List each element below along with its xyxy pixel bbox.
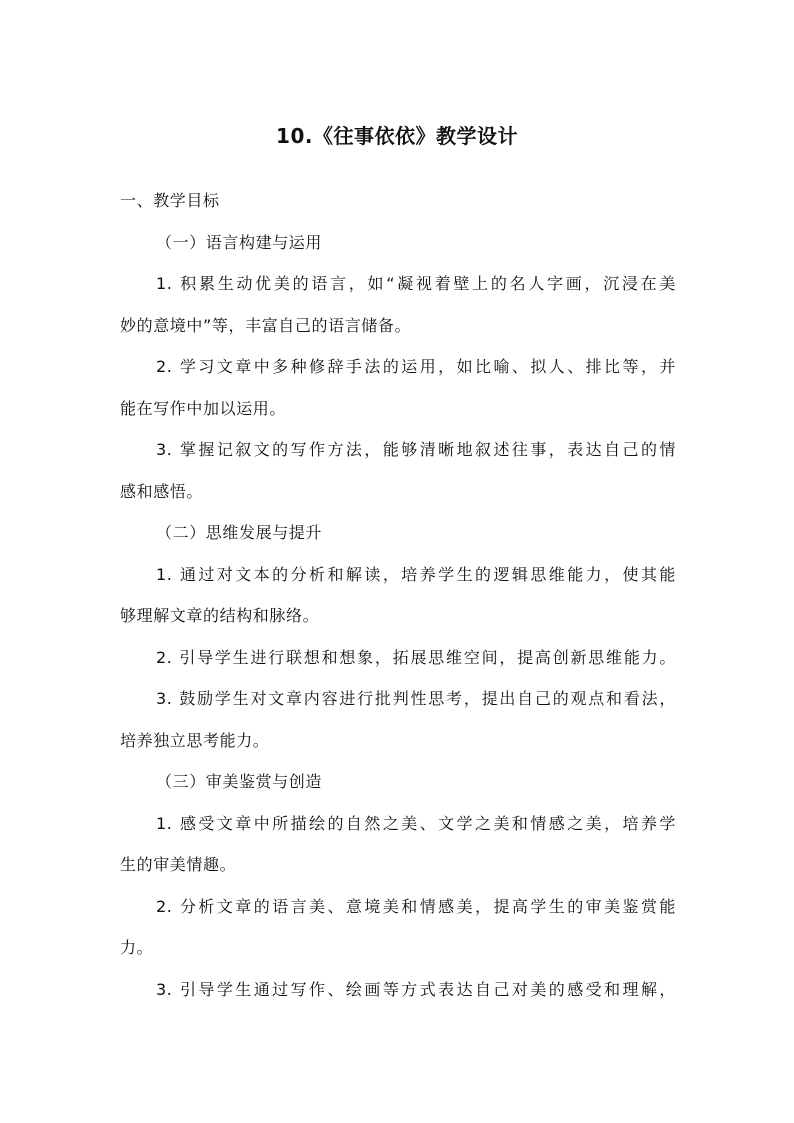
paragraph-line: 感和感悟。 bbox=[120, 481, 204, 501]
page-title: 10.《往事依依》教学设计 bbox=[276, 124, 518, 148]
paragraph-line: 能在写作中加以运用。 bbox=[120, 398, 287, 418]
subsection-heading-aesthetics: （三）审美鉴赏与创造 bbox=[156, 772, 323, 791]
paragraph-line: 3. 鼓励学生对文章内容进行批判性思考，提出自己的观点和看法， bbox=[156, 689, 676, 708]
paragraph-line: 培养独立思考能力。 bbox=[120, 730, 270, 750]
subsection-heading-language: （一）语言构建与运用 bbox=[156, 232, 323, 252]
paragraph-line: 2. 引导学生进行联想和想象，拓展思维空间，提高创新思维能力。 bbox=[156, 647, 676, 667]
document-body bbox=[120, 180, 676, 1010]
section-heading: 一、教学目标 bbox=[120, 191, 220, 210]
paragraph-line: 2. 分析文章的语言美、意境美和情感美，提高学生的审美鉴赏能 bbox=[156, 896, 676, 916]
paragraph-line: 3. 引导学生通过写作、绘画等方式表达自己对美的感受和理解， bbox=[156, 979, 676, 999]
paragraph-line: 1. 积累生动优美的语言，如“凝视着壁上的名人字画，沉浸在美 bbox=[156, 274, 676, 293]
paragraph-line: 妙的意境中”等，丰富自己的语言储备。 bbox=[120, 315, 412, 335]
paragraph-line: 1. 感受文章中所描绘的自然之美、文学之美和情感之美，培养学 bbox=[156, 813, 676, 833]
paragraph-line: 够理解文章的结构和脉络。 bbox=[120, 606, 320, 625]
paragraph-line: 力。 bbox=[120, 938, 154, 957]
paragraph-line: 1. 通过对文本的分析和解读，培养学生的逻辑思维能力，使其能 bbox=[156, 564, 676, 584]
paragraph-line: 生的审美情趣。 bbox=[120, 855, 237, 874]
subsection-heading-thinking: （二）思维发展与提升 bbox=[156, 523, 323, 542]
paragraph-line: 2. 学习文章中多种修辞手法的运用，如比喻、拟人、排比等，并 bbox=[156, 357, 676, 376]
paragraph-line: 3. 掌握记叙文的写作方法，能够清晰地叙述往事，表达自己的情 bbox=[156, 440, 676, 459]
